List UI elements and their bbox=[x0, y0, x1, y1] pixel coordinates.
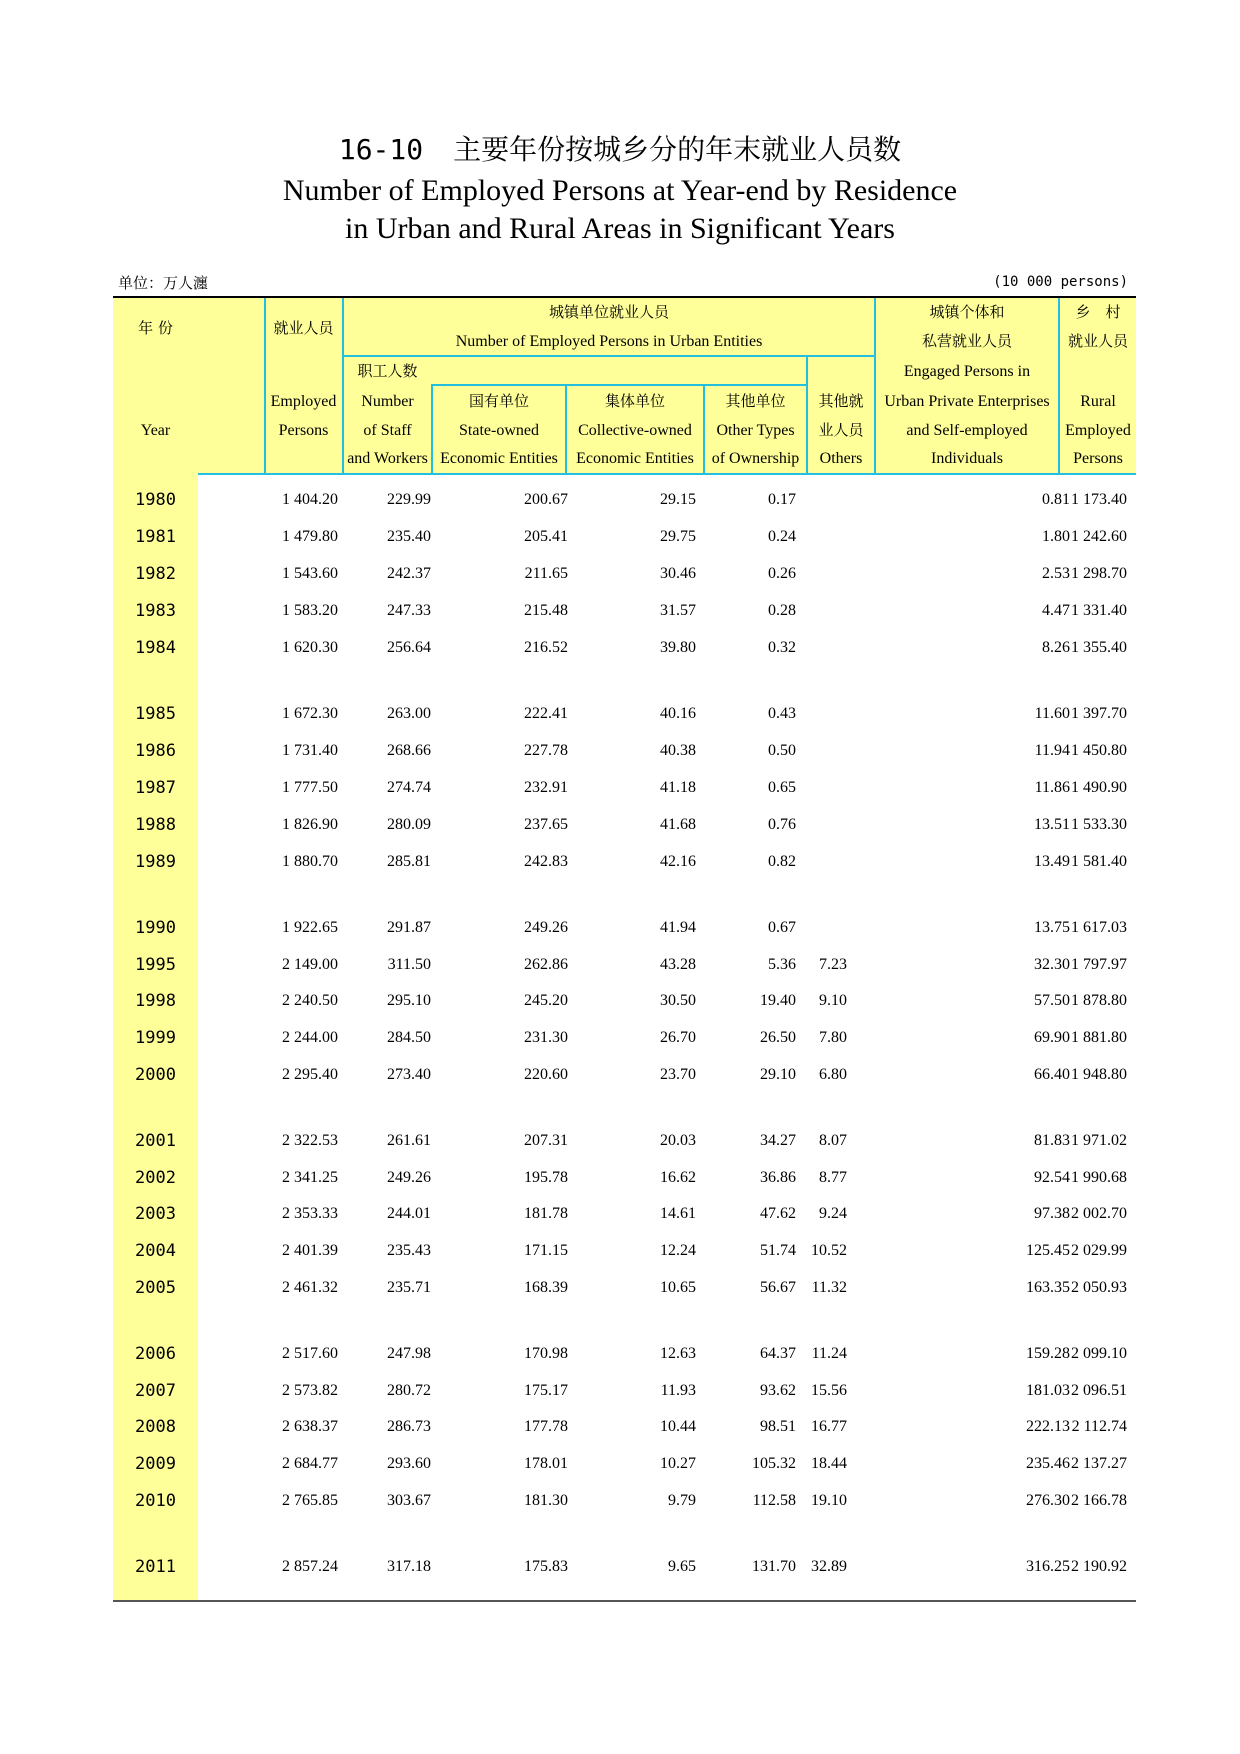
cell-private: 235.46 bbox=[1026, 1455, 1070, 1472]
cell-year: 2009 bbox=[135, 1454, 176, 1474]
table-row bbox=[0, 1273, 1240, 1303]
cell-private: 159.28 bbox=[1026, 1345, 1070, 1362]
cell-coll: 23.70 bbox=[660, 1066, 696, 1083]
cell-coll: 10.65 bbox=[660, 1279, 696, 1296]
cell-other: 0.67 bbox=[768, 919, 796, 936]
cell-year: 2005 bbox=[135, 1278, 176, 1298]
cell-staff: 280.72 bbox=[387, 1382, 431, 1399]
cell-state: 181.78 bbox=[524, 1205, 568, 1222]
cell-state: 211.65 bbox=[524, 565, 568, 582]
cell-rural: 1 533.30 bbox=[1071, 816, 1127, 833]
cell-other: 98.51 bbox=[760, 1418, 796, 1435]
cell-year: 1980 bbox=[135, 490, 176, 510]
table-row bbox=[0, 1163, 1240, 1193]
cell-other: 0.76 bbox=[768, 816, 796, 833]
cell-rural: 1 617.03 bbox=[1071, 919, 1127, 936]
cell-other: 0.17 bbox=[768, 491, 796, 508]
cell-employed: 2 461.32 bbox=[282, 1279, 338, 1296]
cell-other: 51.74 bbox=[760, 1242, 796, 1259]
cell-employed: 1 672.30 bbox=[282, 705, 338, 722]
cell-others: 11.32 bbox=[811, 1279, 847, 1296]
cell-employed: 1 620.30 bbox=[282, 639, 338, 656]
table-row bbox=[0, 986, 1240, 1016]
cell-state: 177.78 bbox=[524, 1418, 568, 1435]
cell-staff: 256.64 bbox=[387, 639, 431, 656]
cell-staff: 235.71 bbox=[387, 1279, 431, 1296]
cell-state: 249.26 bbox=[524, 919, 568, 936]
cell-rural: 2 099.10 bbox=[1071, 1345, 1127, 1362]
cell-rural: 1 490.90 bbox=[1071, 779, 1127, 796]
unit-en: (10 000 persons) bbox=[993, 274, 1128, 290]
cell-coll: 40.38 bbox=[660, 742, 696, 759]
cell-state: 200.67 bbox=[524, 491, 568, 508]
table-row bbox=[0, 1412, 1240, 1442]
cell-staff: 286.73 bbox=[387, 1418, 431, 1435]
cell-coll: 12.63 bbox=[660, 1345, 696, 1362]
cell-private: 181.03 bbox=[1026, 1382, 1070, 1399]
table-row bbox=[0, 1060, 1240, 1090]
cell-staff: 268.66 bbox=[387, 742, 431, 759]
cell-staff: 291.87 bbox=[387, 919, 431, 936]
header-others-en: Others bbox=[819, 450, 863, 467]
cell-coll: 9.79 bbox=[668, 1492, 696, 1509]
cell-staff: 247.98 bbox=[387, 1345, 431, 1362]
table-row bbox=[0, 773, 1240, 803]
header-other-en2: of Ownership bbox=[711, 450, 800, 467]
header-staff-cn: 职工人数 bbox=[357, 362, 418, 380]
cell-rural: 2 002.70 bbox=[1071, 1205, 1127, 1222]
page-title-en-line1: Number of Employed Persons at Year-end by Residence bbox=[282, 174, 958, 207]
header-private-cn1: 城镇个体和 bbox=[929, 303, 1005, 321]
cell-staff: 317.18 bbox=[387, 1558, 431, 1575]
table-row bbox=[0, 596, 1240, 626]
header-staff-en1: Number bbox=[361, 393, 414, 410]
cell-rural: 1 581.40 bbox=[1071, 853, 1127, 870]
cell-others: 16.77 bbox=[811, 1418, 847, 1435]
cell-others: 7.80 bbox=[819, 1029, 847, 1046]
cell-rural: 2 137.27 bbox=[1071, 1455, 1127, 1472]
cell-others: 11.24 bbox=[811, 1345, 847, 1362]
unit-cn: 单位：万人瀍 bbox=[118, 274, 209, 292]
cell-state: 216.52 bbox=[524, 639, 568, 656]
cell-private: 8.26 bbox=[1042, 639, 1070, 656]
cell-rural: 1 878.80 bbox=[1071, 992, 1127, 1009]
table-row bbox=[0, 736, 1240, 766]
cell-other: 0.28 bbox=[768, 602, 796, 619]
cell-state: 168.39 bbox=[524, 1279, 568, 1296]
header-state-cn: 国有单位 bbox=[468, 392, 529, 410]
header-private-en3: and Self-employed bbox=[906, 422, 1028, 439]
cell-other: 26.50 bbox=[760, 1029, 796, 1046]
cell-other: 34.27 bbox=[760, 1132, 796, 1149]
cell-other: 5.36 bbox=[768, 956, 796, 973]
cell-year: 2000 bbox=[135, 1065, 176, 1085]
cell-other: 0.43 bbox=[768, 705, 796, 722]
cell-rural: 1 797.97 bbox=[1071, 956, 1127, 973]
cell-coll: 41.18 bbox=[660, 779, 696, 796]
cell-state: 175.83 bbox=[524, 1558, 568, 1575]
cell-staff: 293.60 bbox=[387, 1455, 431, 1472]
cell-state: 220.60 bbox=[524, 1066, 568, 1083]
cell-state: 231.30 bbox=[524, 1029, 568, 1046]
cell-staff: 274.74 bbox=[387, 779, 431, 796]
cell-coll: 9.65 bbox=[668, 1558, 696, 1575]
table-header bbox=[113, 296, 1136, 475]
cell-state: 245.20 bbox=[524, 992, 568, 1009]
header-state-en1: State-owned bbox=[459, 422, 539, 439]
cell-state: 205.41 bbox=[524, 528, 568, 545]
cell-employed: 2 573.82 bbox=[282, 1382, 338, 1399]
cell-year: 1987 bbox=[135, 778, 176, 798]
cell-rural: 1 971.02 bbox=[1071, 1132, 1127, 1149]
cell-rural: 2 112.74 bbox=[1071, 1418, 1127, 1435]
table-row bbox=[0, 1449, 1240, 1479]
cell-private: 0.81 bbox=[1042, 491, 1070, 508]
cell-private: 11.94 bbox=[1034, 742, 1070, 759]
cell-staff: 229.99 bbox=[387, 491, 431, 508]
cell-rural: 1 355.40 bbox=[1071, 639, 1127, 656]
cell-employed: 2 240.50 bbox=[282, 992, 338, 1009]
cell-private: 1.80 bbox=[1042, 528, 1070, 545]
cell-employed: 2 517.60 bbox=[282, 1345, 338, 1362]
header-collective-cn: 集体单位 bbox=[604, 392, 665, 410]
cell-employed: 2 322.53 bbox=[282, 1132, 338, 1149]
header-other-cn: 其他单位 bbox=[725, 392, 786, 410]
cell-other: 112.58 bbox=[752, 1492, 796, 1509]
header-rural-en3: Persons bbox=[1073, 450, 1123, 467]
cell-coll: 42.16 bbox=[660, 853, 696, 870]
cell-staff: 261.61 bbox=[387, 1132, 431, 1149]
cell-state: 215.48 bbox=[524, 602, 568, 619]
cell-others: 18.44 bbox=[811, 1455, 847, 1472]
cell-rural: 1 881.80 bbox=[1071, 1029, 1127, 1046]
table-row bbox=[0, 847, 1240, 877]
cell-employed: 2 401.39 bbox=[282, 1242, 338, 1259]
table-bottom-rule bbox=[113, 1600, 1136, 1602]
header-private-en1: Engaged Persons in bbox=[903, 363, 1031, 380]
cell-rural: 1 948.80 bbox=[1071, 1066, 1127, 1083]
table-row bbox=[0, 1236, 1240, 1266]
cell-rural: 2 166.78 bbox=[1071, 1492, 1127, 1509]
header-private-cn2: 私营就业人员 bbox=[921, 332, 1012, 350]
cell-staff: 235.43 bbox=[387, 1242, 431, 1259]
table-row bbox=[0, 1486, 1240, 1516]
table-row bbox=[0, 1339, 1240, 1369]
header-others-cn2: 业人员 bbox=[818, 421, 864, 439]
cell-employed: 2 765.85 bbox=[282, 1492, 338, 1509]
table-row bbox=[0, 810, 1240, 840]
cell-private: 125.45 bbox=[1026, 1242, 1070, 1259]
cell-rural: 1 173.40 bbox=[1071, 491, 1127, 508]
header-year-cn: 年 份 bbox=[138, 319, 173, 337]
cell-private: 92.54 bbox=[1034, 1169, 1070, 1186]
cell-private: 11.60 bbox=[1034, 705, 1070, 722]
cell-others: 9.10 bbox=[819, 992, 847, 1009]
cell-coll: 40.16 bbox=[660, 705, 696, 722]
cell-private: 2.53 bbox=[1042, 565, 1070, 582]
cell-rural: 2 050.93 bbox=[1071, 1279, 1127, 1296]
cell-employed: 2 353.33 bbox=[282, 1205, 338, 1222]
cell-others: 19.10 bbox=[811, 1492, 847, 1509]
cell-rural: 1 331.40 bbox=[1071, 602, 1127, 619]
cell-staff: 249.26 bbox=[387, 1169, 431, 1186]
cell-state: 237.65 bbox=[524, 816, 568, 833]
cell-others: 10.52 bbox=[811, 1242, 847, 1259]
cell-coll: 11.93 bbox=[660, 1382, 696, 1399]
cell-employed: 2 295.40 bbox=[282, 1066, 338, 1083]
cell-year: 1982 bbox=[135, 564, 176, 584]
header-collective-en1: Collective-owned bbox=[578, 422, 692, 439]
cell-employed: 1 777.50 bbox=[282, 779, 338, 796]
cell-other: 47.62 bbox=[760, 1205, 796, 1222]
cell-private: 13.49 bbox=[1034, 853, 1070, 870]
table-row bbox=[0, 522, 1240, 552]
table-number: 16-10 bbox=[338, 133, 424, 166]
cell-others: 8.07 bbox=[819, 1132, 847, 1149]
cell-private: 69.90 bbox=[1034, 1029, 1070, 1046]
cell-private: 276.30 bbox=[1026, 1492, 1070, 1509]
cell-coll: 29.15 bbox=[660, 491, 696, 508]
table-row bbox=[0, 1376, 1240, 1406]
cell-staff: 242.37 bbox=[387, 565, 431, 582]
cell-year: 2006 bbox=[135, 1344, 176, 1364]
cell-staff: 311.50 bbox=[387, 956, 431, 973]
page-title-en-line2: in Urban and Rural Areas in Significant Years bbox=[345, 212, 895, 245]
cell-state: 207.31 bbox=[524, 1132, 568, 1149]
header-year-en: Year bbox=[140, 422, 171, 439]
header-rural-en1: Rural bbox=[1080, 393, 1116, 410]
cell-private: 4.47 bbox=[1042, 602, 1070, 619]
cell-rural: 2 096.51 bbox=[1071, 1382, 1127, 1399]
cell-coll: 10.27 bbox=[660, 1455, 696, 1472]
header-employed-cn: 就业人员 bbox=[273, 319, 334, 337]
cell-rural: 1 990.68 bbox=[1071, 1169, 1127, 1186]
cell-other: 0.82 bbox=[768, 853, 796, 870]
cell-other: 0.50 bbox=[768, 742, 796, 759]
cell-rural: 1 397.70 bbox=[1071, 705, 1127, 722]
cell-coll: 29.75 bbox=[660, 528, 696, 545]
cell-state: 178.01 bbox=[524, 1455, 568, 1472]
header-private-en4: Individuals bbox=[931, 450, 1003, 467]
cell-employed: 1 731.40 bbox=[282, 742, 338, 759]
table-row bbox=[0, 1023, 1240, 1053]
cell-year: 1983 bbox=[135, 601, 176, 621]
cell-staff: 244.01 bbox=[387, 1205, 431, 1222]
cell-other: 93.62 bbox=[760, 1382, 796, 1399]
page-title-cn bbox=[0, 128, 1240, 168]
cell-year: 2010 bbox=[135, 1491, 176, 1511]
cell-rural: 1 298.70 bbox=[1071, 565, 1127, 582]
cell-employed: 1 880.70 bbox=[282, 853, 338, 870]
table-row bbox=[0, 913, 1240, 943]
cell-private: 222.13 bbox=[1026, 1418, 1070, 1435]
cell-year: 1998 bbox=[135, 991, 176, 1011]
cell-state: 170.98 bbox=[524, 1345, 568, 1362]
header-employed-en1: Employed bbox=[270, 393, 337, 410]
cell-employed: 1 583.20 bbox=[282, 602, 338, 619]
cell-employed: 2 638.37 bbox=[282, 1418, 338, 1435]
cell-private: 97.38 bbox=[1034, 1205, 1070, 1222]
table-row bbox=[0, 1552, 1240, 1582]
cell-year: 1990 bbox=[135, 918, 176, 938]
cell-staff: 284.50 bbox=[387, 1029, 431, 1046]
cell-year: 2004 bbox=[135, 1241, 176, 1261]
cell-state: 242.83 bbox=[524, 853, 568, 870]
cell-employed: 2 857.24 bbox=[282, 1558, 338, 1575]
cell-year: 2007 bbox=[135, 1381, 176, 1401]
cell-coll: 41.68 bbox=[660, 816, 696, 833]
cell-staff: 273.40 bbox=[387, 1066, 431, 1083]
cell-coll: 30.46 bbox=[660, 565, 696, 582]
cell-others: 6.80 bbox=[819, 1066, 847, 1083]
cell-rural: 2 029.99 bbox=[1071, 1242, 1127, 1259]
cell-other: 36.86 bbox=[760, 1169, 796, 1186]
cell-other: 105.32 bbox=[752, 1455, 796, 1472]
cell-staff: 285.81 bbox=[387, 853, 431, 870]
cell-private: 11.86 bbox=[1034, 779, 1070, 796]
cell-year: 2008 bbox=[135, 1417, 176, 1437]
header-rural-en2: Employed bbox=[1065, 422, 1131, 439]
cell-year: 2003 bbox=[135, 1204, 176, 1224]
cell-employed: 2 684.77 bbox=[282, 1455, 338, 1472]
cell-employed: 2 149.00 bbox=[282, 956, 338, 973]
cell-coll: 26.70 bbox=[660, 1029, 696, 1046]
header-employed-en2: Persons bbox=[278, 422, 329, 439]
cell-coll: 12.24 bbox=[660, 1242, 696, 1259]
cell-state: 227.78 bbox=[524, 742, 568, 759]
cell-private: 81.83 bbox=[1034, 1132, 1070, 1149]
cell-staff: 295.10 bbox=[387, 992, 431, 1009]
cell-year: 2011 bbox=[135, 1557, 176, 1577]
cell-year: 2001 bbox=[135, 1131, 176, 1151]
cell-private: 32.30 bbox=[1034, 956, 1070, 973]
cell-coll: 30.50 bbox=[660, 992, 696, 1009]
cell-state: 171.15 bbox=[524, 1242, 568, 1259]
cell-others: 7.23 bbox=[819, 956, 847, 973]
cell-coll: 16.62 bbox=[660, 1169, 696, 1186]
title-cn-text: 主要年份按城乡分的年末就业人员数 bbox=[453, 133, 902, 166]
cell-coll: 20.03 bbox=[660, 1132, 696, 1149]
cell-employed: 1 922.65 bbox=[282, 919, 338, 936]
header-others-cn1: 其他就 bbox=[818, 392, 864, 410]
cell-other: 0.65 bbox=[768, 779, 796, 796]
cell-coll: 39.80 bbox=[660, 639, 696, 656]
cell-staff: 263.00 bbox=[387, 705, 431, 722]
cell-employed: 1 404.20 bbox=[282, 491, 338, 508]
header-staff-en2: of Staff bbox=[363, 422, 412, 439]
cell-coll: 10.44 bbox=[660, 1418, 696, 1435]
header-urban-en: Number of Employed Persons in Urban Entities bbox=[455, 333, 763, 350]
header-private-en2: Urban Private Enterprises bbox=[884, 393, 1050, 410]
cell-other: 56.67 bbox=[760, 1279, 796, 1296]
header-staff-en3: and Workers bbox=[347, 450, 428, 467]
cell-year: 1999 bbox=[135, 1028, 176, 1048]
table-row bbox=[0, 485, 1240, 515]
cell-others: 32.89 bbox=[811, 1558, 847, 1575]
cell-coll: 43.28 bbox=[660, 956, 696, 973]
cell-others: 9.24 bbox=[819, 1205, 847, 1222]
header-urban-cn: 城镇单位就业人员 bbox=[548, 303, 669, 321]
cell-state: 195.78 bbox=[524, 1169, 568, 1186]
cell-other: 29.10 bbox=[760, 1066, 796, 1083]
cell-employed: 1 479.80 bbox=[282, 528, 338, 545]
table-row bbox=[0, 559, 1240, 589]
cell-private: 163.35 bbox=[1026, 1279, 1070, 1296]
cell-others: 15.56 bbox=[811, 1382, 847, 1399]
header-rural-cn2: 就业人员 bbox=[1067, 332, 1128, 350]
cell-employed: 1 543.60 bbox=[282, 565, 338, 582]
cell-year: 1986 bbox=[135, 741, 176, 761]
cell-employed: 2 244.00 bbox=[282, 1029, 338, 1046]
cell-staff: 280.09 bbox=[387, 816, 431, 833]
table-row bbox=[0, 699, 1240, 729]
cell-coll: 14.61 bbox=[660, 1205, 696, 1222]
cell-employed: 2 341.25 bbox=[282, 1169, 338, 1186]
header-state-en2: Economic Entities bbox=[440, 450, 558, 467]
cell-staff: 247.33 bbox=[387, 602, 431, 619]
cell-staff: 235.40 bbox=[387, 528, 431, 545]
cell-staff: 303.67 bbox=[387, 1492, 431, 1509]
cell-coll: 41.94 bbox=[660, 919, 696, 936]
cell-private: 13.75 bbox=[1034, 919, 1070, 936]
cell-rural: 2 190.92 bbox=[1071, 1558, 1127, 1575]
cell-state: 262.86 bbox=[524, 956, 568, 973]
cell-year: 1989 bbox=[135, 852, 176, 872]
cell-state: 222.41 bbox=[524, 705, 568, 722]
cell-state: 232.91 bbox=[524, 779, 568, 796]
cell-other: 0.26 bbox=[768, 565, 796, 582]
cell-year: 2002 bbox=[135, 1168, 176, 1188]
cell-other: 64.37 bbox=[760, 1345, 796, 1362]
cell-other: 0.24 bbox=[768, 528, 796, 545]
cell-year: 1988 bbox=[135, 815, 176, 835]
cell-private: 66.40 bbox=[1034, 1066, 1070, 1083]
cell-year: 1981 bbox=[135, 527, 176, 547]
table-row bbox=[0, 950, 1240, 980]
cell-year: 1985 bbox=[135, 704, 176, 724]
table-row bbox=[0, 1199, 1240, 1229]
cell-private: 57.50 bbox=[1034, 992, 1070, 1009]
table-row bbox=[0, 633, 1240, 663]
cell-other: 0.32 bbox=[768, 639, 796, 656]
cell-year: 1984 bbox=[135, 638, 176, 658]
cell-rural: 1 242.60 bbox=[1071, 528, 1127, 545]
cell-state: 181.30 bbox=[524, 1492, 568, 1509]
cell-coll: 31.57 bbox=[660, 602, 696, 619]
cell-private: 13.51 bbox=[1034, 816, 1070, 833]
cell-year: 1995 bbox=[135, 955, 176, 975]
table-row bbox=[0, 1126, 1240, 1156]
cell-rural: 1 450.80 bbox=[1071, 742, 1127, 759]
cell-other: 19.40 bbox=[760, 992, 796, 1009]
cell-others: 8.77 bbox=[819, 1169, 847, 1186]
header-other-en1: Other Types bbox=[716, 422, 795, 439]
cell-private: 316.25 bbox=[1026, 1558, 1070, 1575]
cell-state: 175.17 bbox=[524, 1382, 568, 1399]
cell-other: 131.70 bbox=[752, 1558, 796, 1575]
header-rural-cn1: 乡 村 bbox=[1075, 303, 1121, 321]
cell-employed: 1 826.90 bbox=[282, 816, 338, 833]
header-collective-en2: Economic Entities bbox=[576, 450, 694, 467]
